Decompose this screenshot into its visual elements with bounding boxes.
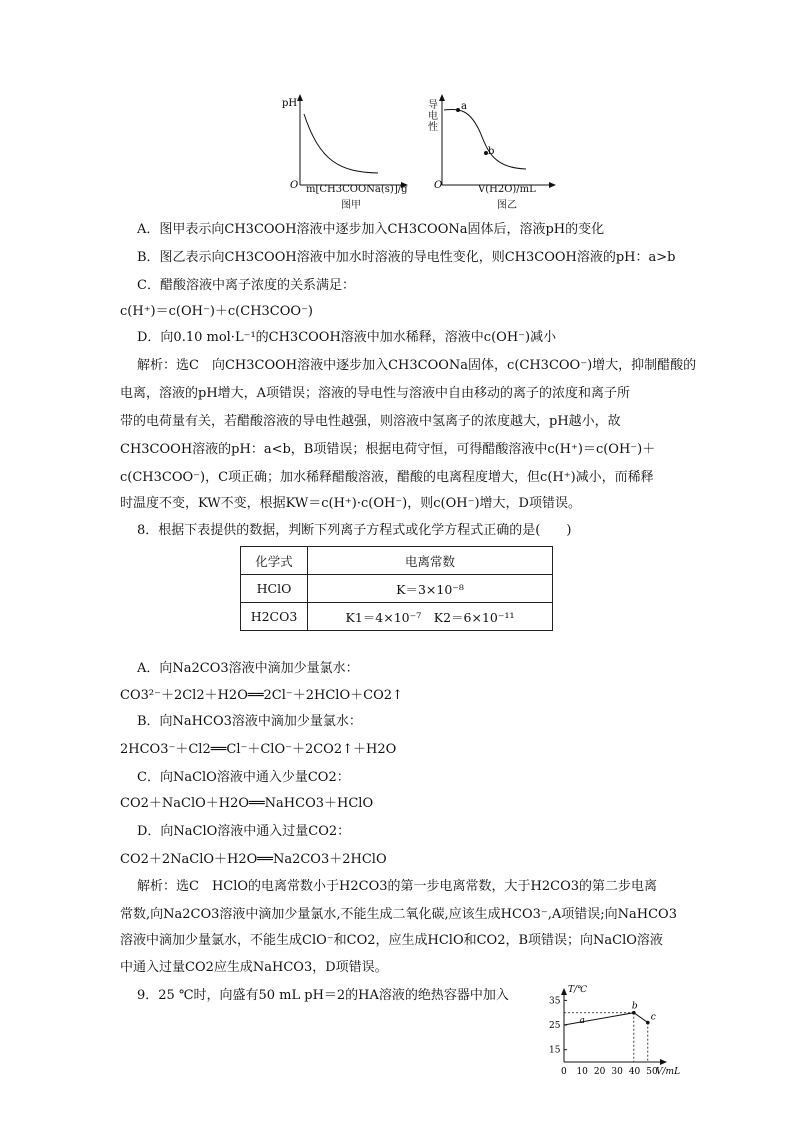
q7-option-a: A．图甲表示向CH3COOH溶液中逐步加入CH3COONa固体后，溶液pH的变化	[137, 222, 605, 237]
q8-option-a: A．向Na2CO3溶液中滴加少量氯水：	[137, 661, 359, 676]
x-tick-label: 30	[611, 1067, 623, 1077]
q7-option-c: C．醋酸溶液中离子浓度的关系满足：	[137, 278, 355, 293]
q7-option-c-eq: c(H⁺)＝c(OH⁻)＋c(CH3COO⁻)	[120, 304, 314, 319]
fig-yi-ylabel-2: 电	[428, 111, 438, 122]
fig-yi-label-a: a	[461, 101, 467, 112]
y-tick-label: 25	[549, 1021, 561, 1032]
x-axis-arrow	[660, 1059, 667, 1065]
fig-yi-ylabel-3: 性	[428, 122, 438, 133]
table-cell: H2CO3	[241, 603, 308, 631]
y-axis-label: T/℃	[568, 985, 588, 995]
point-label-a: a	[579, 1016, 585, 1027]
fig-yi-origin: O	[434, 180, 443, 191]
fig-yi-ylabel-1: 导	[428, 100, 438, 111]
q8-option-d: D．向NaClO溶液中通入过量CO2：	[137, 824, 351, 839]
q8-option-d-eq: CO2＋2NaClO＋H2O══Na2CO3＋2HClO	[120, 852, 387, 867]
fig-yi-xlabel: V(H2O)/mL	[478, 184, 536, 195]
fig-jia-ylabel: pH	[282, 98, 298, 109]
x-tick-label: 0	[561, 1067, 567, 1077]
q7-analysis-line: 时温度不变，KW不变，根据KW＝c(H⁺)·c(OH⁻)，则c(OH⁻)增大，D项错误。	[120, 496, 581, 511]
q8-analysis-line: 常数,向Na2CO3溶液中滴加少量氯水,不能生成二氧化碳,应该生成HCO3⁻,A项错误;向NaHCO3	[120, 907, 677, 922]
q7-analysis-line: 电离，溶液的pH增大，A项错误；溶液的导电性与溶液中自由移动的离子的浓度和离子所	[120, 386, 631, 401]
fig-yi-label-b: b	[488, 146, 495, 157]
q7-analysis-line: 带的电荷量有关，若醋酸溶液的导电性越强，则溶液中氢离子的浓度越大，pH越小，故	[120, 414, 621, 429]
q8-analysis-line: 解析：选C HClO的电离常数小于H2CO3的第一步电离常数，大于H2CO3的第二步电离	[137, 879, 658, 894]
q8-stem: 8．根据下表提供的数据，判断下列离子方程式或化学方程式正确的是( )	[137, 523, 572, 538]
table-cell: K1＝4×10⁻⁷ K2＝6×10⁻¹¹	[308, 603, 553, 631]
table-row	[241, 547, 553, 575]
temperature-chart	[540, 985, 690, 1077]
q8-option-c: C．向NaClO溶液中通入少量CO2：	[137, 770, 350, 785]
q7-option-b: B．图乙表示向CH3COOH溶液中加水时溶液的导电性变化，则CH3COOH溶液的pH：a>b	[137, 250, 676, 265]
q8-option-b: B．向NaHCO3溶液中滴加少量氯水：	[137, 714, 362, 729]
fig-jia-origin: O	[290, 180, 299, 191]
fig-yi-caption: 图乙	[497, 200, 517, 211]
x-tick-label: 20	[593, 1067, 606, 1077]
q8-analysis-line: 溶液中滴加少量氯水，不能生成ClO⁻和CO2，应生成HClO和CO2，B项错误；向NaClO溶液	[120, 933, 663, 948]
table-row	[241, 603, 553, 631]
x-tick-label: 40	[628, 1067, 641, 1077]
fig-yi-point-a	[456, 108, 460, 112]
point-label-c: c	[650, 1012, 656, 1023]
fig-jia-caption: 图甲	[341, 200, 361, 211]
q9-stem: 9．25 ℃时，向盛有50 mL pH＝2的HA溶液的绝热容器中加入	[137, 988, 509, 1003]
point-label-b: b	[631, 1001, 638, 1012]
q7-analysis-line: 解析：选C 向CH3COOH溶液中逐步加入CH3COONa固体，c(CH3COO⁻)增大，抑制醋酸的	[137, 358, 697, 373]
x-axis-label: V/mL	[656, 1067, 681, 1077]
y-axis-arrow	[561, 988, 567, 995]
table-cell: K＝3×10⁻⁸	[308, 575, 553, 603]
q7-analysis-line: CH3COOH溶液的pH：a<b，B项错误；根据电荷守恒，可得醋酸溶液中c(H⁺)＝c(OH⁻)＋	[120, 442, 656, 457]
table-header: 化学式	[241, 547, 308, 575]
data-point	[646, 1021, 650, 1025]
q8-option-a-eq: CO3²⁻＋2Cl2＋H2O══2Cl⁻＋2HClO＋CO2↑	[120, 688, 403, 703]
ionization-table	[240, 546, 553, 631]
q8-analysis-line: 中通入过量CO2应生成NaHCO3，D项错误。	[120, 960, 388, 975]
q8-option-b-eq: 2HCO3⁻＋Cl2══Cl⁻＋ClO⁻＋2CO2↑＋H2O	[120, 742, 397, 757]
x-tick-label: 50	[646, 1067, 658, 1077]
q7-analysis-line: c(CH3COO⁻)，C项正确；加水稀释醋酸溶液，醋酸的电离程度增大，但c(H⁺)减小，而稀释	[120, 470, 654, 485]
fig-jia-xlabel: m[CH3COONa(s)]/g	[306, 184, 408, 195]
q7-option-d: D．向0.10 mol·L⁻¹的CH3COOH溶液中加水稀释，溶液中c(OH⁻)减小	[137, 330, 557, 345]
y-tick-label: 35	[549, 996, 561, 1007]
y-tick-label: 15	[549, 1045, 561, 1056]
x-tick-label: 10	[576, 1067, 588, 1077]
q8-option-c-eq: CO2＋NaClO＋H2O══NaHCO3＋HClO	[120, 796, 374, 811]
table-header: 电离常数	[308, 547, 553, 575]
table-row	[241, 575, 553, 603]
series-line	[564, 1013, 648, 1025]
table-cell: HClO	[241, 575, 308, 603]
